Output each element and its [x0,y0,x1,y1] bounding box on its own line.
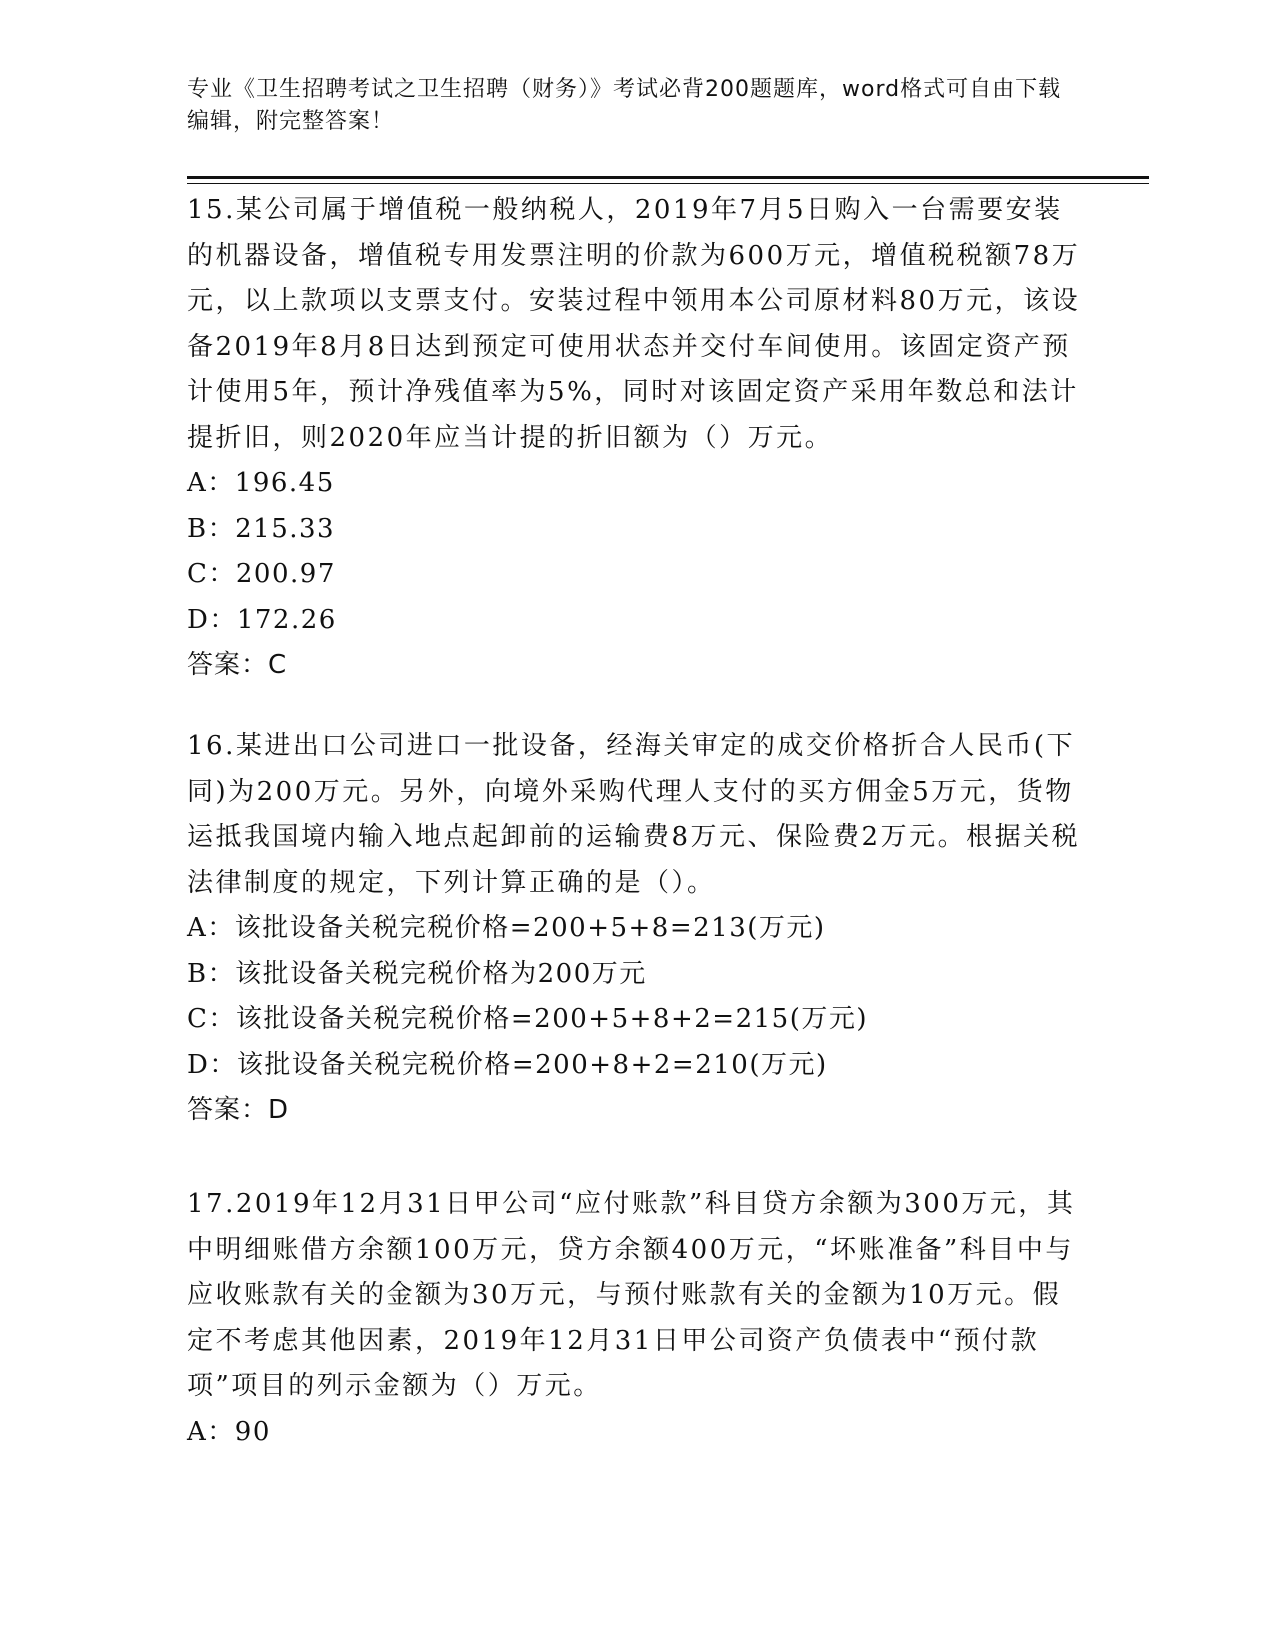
option-c: C：该批设备关税完税价格=200+5+8+2=215(万元) [187,1004,868,1034]
option-d: D：该批设备关税完税价格=200+8+2=210(万元) [187,1049,828,1080]
document-header: 专业《卫生招聘考试之卫生招聘（财务）》考试必背200题题库，word格式可自由下载编辑，附完整答案！ [187,77,1062,134]
option-b: B：该批设备关税完税价格为200万元 [187,958,647,989]
option-b: B：215.33 [187,513,336,544]
question-16 [187,724,1087,1134]
option-a: A：196.45 [187,468,335,498]
question-stem: 16.某进出口公司进口一批设备，经海关审定的成交价格折合人民币(下同)为200万元。另外，向境外采购代理人支付的买方佣金5万元，货物运抵我国境内输入地点起卸前的运输费8万元、保险费2万元。根据关税法律制度的规定，下列计算正确的是（）。 [187,731,1081,898]
header-divider-thin [187,183,1149,184]
option-a: A：90 [187,1416,271,1447]
question-stem: 17.2019年12月31日甲公司“应付账款”科目贷方余额为300万元，其中明细账借方余额100万元，贷方余额400万元，“坏账准备”科目中与应收账款有关的金额为30万元，与预付账款有关的金额为10万元。假定不考虑其他因素，2019年12月31日甲公司资产负债表中“预付款项”项目的列示金额为（）万元。 [187,1189,1076,1401]
header-divider-thick [187,176,1149,179]
option-c: C：200.97 [187,559,336,589]
question-15 [187,188,1087,689]
option-d: D：172.26 [187,604,337,635]
answer: 答案：D [187,1095,290,1125]
question-stem: 15.某公司属于增值税一般纳税人，2019年7月5日购入一台需要安装的机器设备，增值税专用发票注明的价款为600万元，增值税税额78万元，以上款项以支票支付。安装过程中领用本公司原材料80万元，该设备2019年8月8日达到预定可使用状态并交付车间使用。该固定资产预计使用5年，预计净残值率为5%，同时对该固定资产采用年数总和法计提折旧，则2020年应当计提的折旧额为（）万元。 [187,195,1081,453]
option-a: A：该批设备关税完税价格=200+5+8=213(万元) [187,913,826,943]
question-17 [187,1182,1087,1455]
answer: 答案：C [187,650,288,680]
